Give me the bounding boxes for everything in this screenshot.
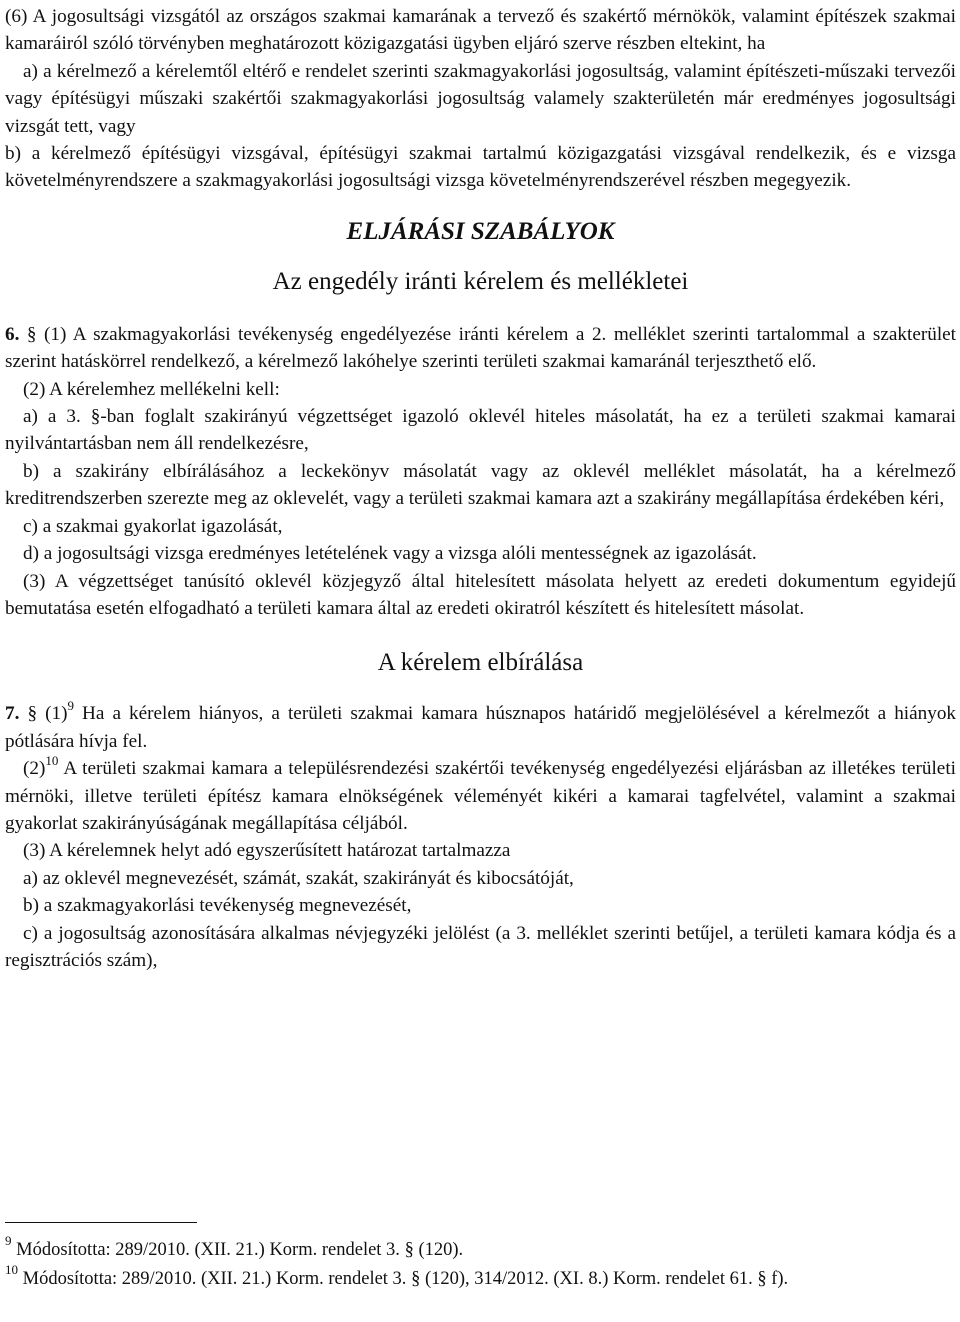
document-page — [0, 3, 960, 1322]
footnote-text: Módosította: 289/2010. (XII. 21.) Korm. rendelet 3. — [22, 1269, 407, 1289]
footnote-number: 10 — [5, 1261, 18, 1277]
section-6-1-text: (1) A szakmagyakorlási tevékenység engedélyezése iránti kérelem a 2. melléklet szerinti tartalommal a szakterület szerint hatáskörrel rendelkező, a kérelmező lakóhelye szerinti területi szakmai kamaránál terjeszthető elő. — [5, 323, 956, 373]
footnote-text: Módosította: 289/2010. (XII. 21.) Korm. rendelet 3. — [16, 1240, 400, 1260]
section-6-paragraph-1 — [5, 321, 956, 376]
chapter-heading: ELJÁRÁSI SZABÁLYOK — [346, 217, 615, 245]
section-6-item-c: c) a szakmai gyakorlat igazolását, — [23, 515, 283, 537]
item-c-prefix: c) a jogosultság azonosítására alkalmas névjegyzéki jelölést (a 3. — [23, 922, 531, 944]
section-6-item-a — [5, 403, 956, 458]
paragraph-6: (6) A jogosultsági vizsgától az országos szakmai kamarának a tervező és szakértő mérnökök, valamint építészek szakmai kamaráiról szóló törvényben meghatározott közigazgatási ügyben eljáró szerve részben eltekint, ha — [5, 6, 956, 55]
section-sign: § — [404, 1240, 414, 1260]
item-c-text: melléklet szerinti betűjel, a területi kamara kódja és a regisztrációs szám), — [5, 922, 956, 971]
section-6-item-b: b) a szakirány elbírálásához a leckekönyv másolatát vagy az oklevél melléklet másolatát, ha a kérelmező kreditrendszerben szerezte meg az oklevelét, vagy a területi szakmai kamara azt a szakirány megállapítása érdekében kéri, — [5, 460, 956, 510]
section-7-1-text: Ha a kérelem hiányos, a területi szakmai kamara húsznapos határidő megjelölésével a kérelmezőt a hiányok pótlására hívja fel. — [5, 703, 957, 752]
section-heading-application: Az engedély iránti kérelem és mellékletei — [272, 267, 689, 295]
footnote-10 — [5, 1261, 956, 1292]
footnote-ref[interactable]: 10 — [45, 752, 59, 768]
section-7-item-c — [5, 920, 956, 975]
item-a-text: -ban foglalt szakirányú végzettséget igazoló oklevél hiteles másolatát, ha ez a területi szakmai kamarai nyilvántartásban nem áll rendelkezésre, — [5, 406, 956, 455]
section-7-paragraph-1 — [5, 697, 957, 755]
section-sign: § — [90, 406, 101, 428]
footnote-ref[interactable]: 9 — [67, 697, 74, 713]
section-7-item-b: b) a szakmagyakorlási tevékenység megnevezését, — [23, 895, 412, 917]
footnote-separator — [5, 1222, 197, 1223]
section-sign: § — [411, 1269, 421, 1289]
paragraph-number: (1) — [45, 703, 68, 725]
section-7-2-text: A területi szakmai kamara a településrendezési szakértői tevékenység engedélyezési eljárásban az illetékes területi mérnöki, illetve területi építész kamara elnökségének véleményét kikéri a kamarai tagfelvétel, valamint a szakmai gyakorlat szakirányúságának megállapítása céljából. — [5, 758, 956, 834]
section-6-item-d: d) a jogosultsági vizsga eredményes letételének vagy a vizsga alóli mentességnek az igazolását. — [23, 543, 757, 565]
section-sign: § — [757, 1269, 767, 1289]
item-a-prefix: a) a 3. — [23, 406, 81, 428]
paragraph-number: (2) — [23, 758, 46, 780]
footnote-number: 9 — [5, 1232, 12, 1248]
section-number: 6. — [5, 323, 20, 345]
footnote-text: (120). — [418, 1240, 464, 1260]
footnote-text: f). — [771, 1269, 789, 1289]
section-sign: § — [27, 703, 38, 725]
section-sign: § — [26, 323, 37, 345]
footnote-9 — [5, 1232, 956, 1263]
section-number: 7. — [5, 703, 20, 725]
section-6-paragraph-3: (3) A végzettséget tanúsító oklevél közjegyző által hitelesített másolata helyett az eredeti dokumentum egyidejű bemutatása esetén elfogadható a területi kamara által az eredeti okiratról készített és hitelesített másolat. — [5, 570, 956, 619]
footnote-text: (120), 314/2012. (XI. 8.) Korm. rendelet 61. — [424, 1269, 753, 1289]
section-7-paragraph-2 — [5, 752, 956, 837]
paragraph-6-b: b) a kérelmező építésügyi vizsgával, építésügyi szakmai tartalmú közigazgatási vizsgával rendelkezik, és e vizsga követelményrendszere a szakmagyakorlási jogosultsági vizsga követelményrendszerével részben megegyezik. — [5, 143, 956, 192]
section-7-paragraph-3: (3) A kérelemnek helyt adó egyszerűsített határozat tartalmazza — [23, 840, 511, 862]
section-6-paragraph-2: (2) A kérelemhez mellékelni kell: — [23, 378, 280, 400]
section-7-item-a: a) az oklevél megnevezését, számát, szakát, szakirányát és kibocsátóját, — [23, 867, 574, 889]
paragraph-6-a: a) a kérelmező a kérelemtől eltérő e rendelet szerinti szakmagyakorlási jogosultság, valamint építészeti-műszaki tervezői vagy építésügyi műszaki szakértői szakmagyakorlási jogosultság valamely szakterületén már eredményes jogosultsági vizsgát tett, vagy — [5, 60, 956, 137]
section-heading-assessment: A kérelem elbírálása — [377, 649, 584, 677]
